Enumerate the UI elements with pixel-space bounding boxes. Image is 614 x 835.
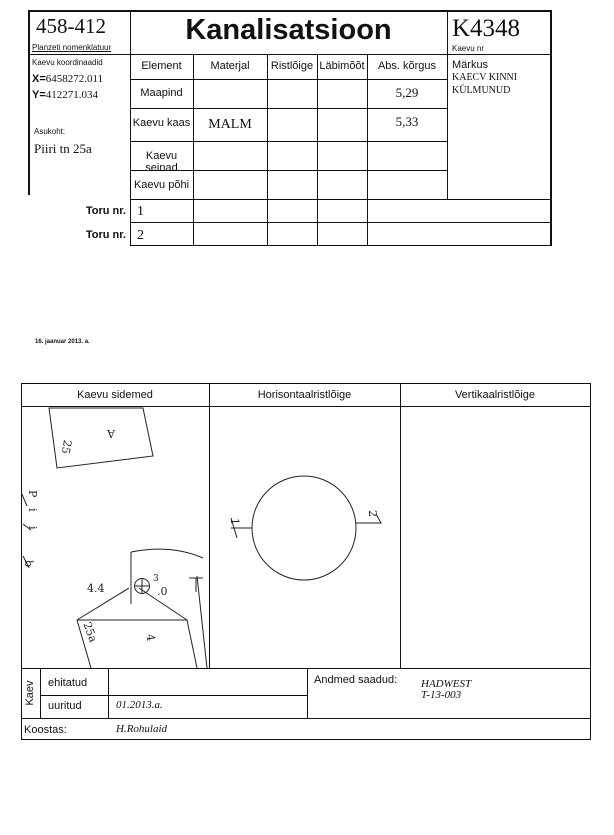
y-value: 412271.034 xyxy=(45,89,99,101)
svg-text:A: A xyxy=(107,427,115,440)
y-coordinate xyxy=(32,89,98,101)
coords-label: Kaevu koordinaadid xyxy=(32,58,103,67)
pipe-value-1: 1 xyxy=(137,204,144,219)
svg-text:b: b xyxy=(22,560,35,568)
data-source-line-2: T-13-003 xyxy=(421,689,462,701)
header-diameter: Läbimõõt xyxy=(319,60,365,72)
data-source-line-1: HADWEST xyxy=(421,678,472,690)
svg-text:.0: .0 xyxy=(157,585,168,598)
x-coordinate xyxy=(32,73,103,85)
connections-sketch xyxy=(21,406,209,668)
kaev-label: Kaev xyxy=(24,680,36,706)
card-title: Kanalisatsioon xyxy=(185,14,392,46)
header-horizontal-section: Horisontaalristlõige xyxy=(257,389,352,401)
checked-value: 01.2013.a. xyxy=(116,699,163,711)
header-vertical-section: Vertikaalristlõige xyxy=(454,389,536,401)
nomenclature-label: Planzeti nomenklatuur xyxy=(32,43,112,52)
header-connections: Kaevu sidemed xyxy=(77,389,153,401)
svg-text:i: i xyxy=(26,526,39,530)
horizontal-section-drawing xyxy=(209,406,400,668)
svg-text:3: 3 xyxy=(153,574,159,584)
well-id: K4348 xyxy=(452,15,521,42)
svg-text:25a: 25a xyxy=(80,620,100,645)
well-id-label: Kaevu nr xyxy=(452,44,485,53)
row-material-lid: MALM xyxy=(208,117,252,132)
compiled-label: Koostas: xyxy=(24,724,67,736)
row-height-ground: 5,29 xyxy=(395,85,419,100)
compiled-value: H.Rohulaid xyxy=(116,723,168,735)
svg-text:25: 25 xyxy=(58,438,74,455)
header-material: Materjal xyxy=(210,60,250,72)
checked-label: uuritud xyxy=(48,700,82,712)
pipe-label-2: Toru nr. xyxy=(85,229,126,241)
header-cross-section: Ristlõige xyxy=(270,60,314,72)
svg-text:4.4: 4.4 xyxy=(87,582,105,595)
notes-label: Märkus xyxy=(452,59,489,71)
location-value: Piiri tn 25a xyxy=(34,141,92,156)
location-label: Asukoht: xyxy=(34,127,66,136)
row-element-lid: Kaevu kaas xyxy=(132,117,191,129)
nomenclature-value: 458-412 xyxy=(36,14,106,38)
y-label: Y= xyxy=(32,89,46,101)
pipe-label-1: Toru nr. xyxy=(85,205,126,217)
svg-text:4: 4 xyxy=(143,633,158,643)
data-source-label: Andmed saadud: xyxy=(314,674,398,686)
built-label: ehitatud xyxy=(48,677,88,689)
svg-text:i: i xyxy=(26,508,39,512)
notes-line-1: KAECV KINNI xyxy=(452,72,518,83)
print-date: 16. jaanuar 2013. a. xyxy=(35,339,90,345)
row-element-bottom: Kaevu põhi xyxy=(133,179,190,191)
row-element-walls: Kaevu seinad xyxy=(145,150,178,174)
row-height-lid: 5,33 xyxy=(395,114,419,129)
pipe-value-2: 2 xyxy=(137,228,144,243)
row-element-ground: Maapind xyxy=(140,87,183,99)
header-abs-height: Abs. kõrgus xyxy=(377,60,437,72)
x-label: X= xyxy=(32,73,46,85)
svg-text:1: 1 xyxy=(228,518,241,525)
header-element: Element xyxy=(141,60,182,72)
svg-text:2: 2 xyxy=(366,510,379,517)
notes-line-2: KÜLMUNUD xyxy=(452,85,511,96)
svg-text:P: P xyxy=(26,490,39,498)
x-value: 6458272.011 xyxy=(45,73,104,85)
